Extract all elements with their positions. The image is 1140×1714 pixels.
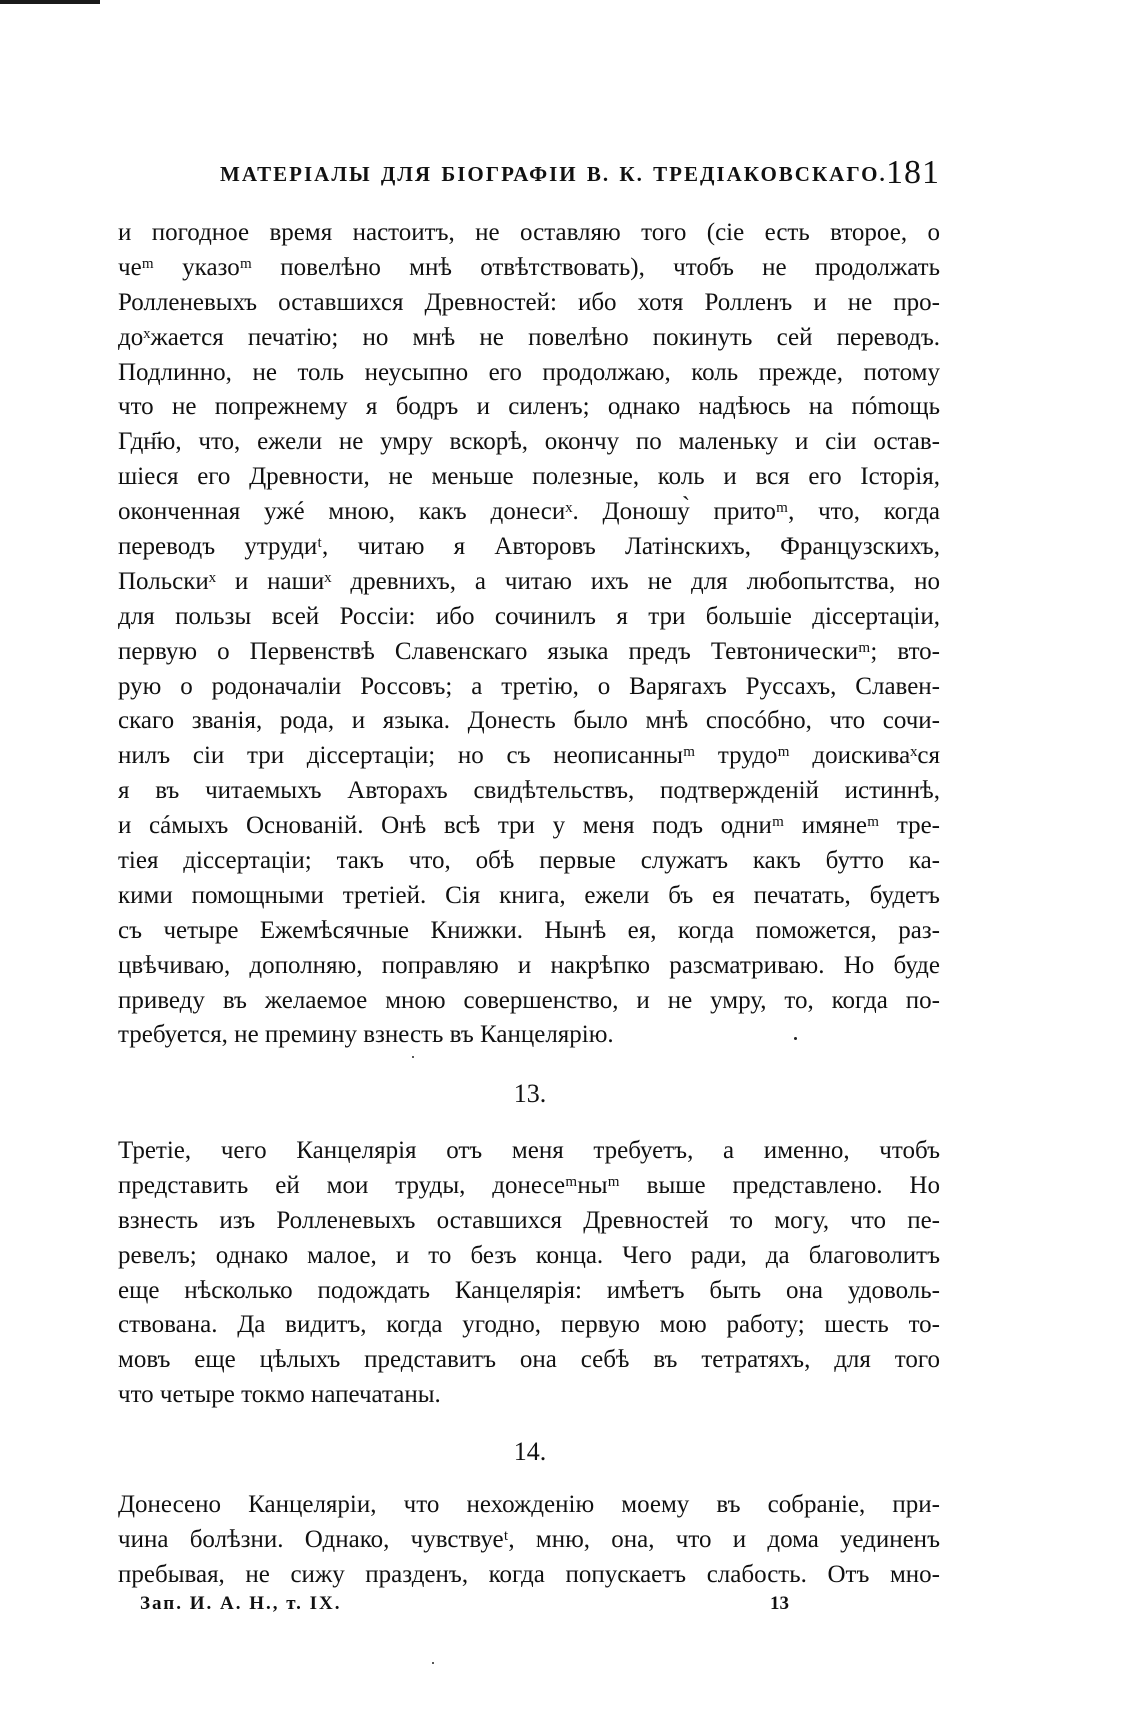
text-line: взнесть изъ Ролленевыхъ оставшихся Древностей то могу, что пе-: [118, 1206, 940, 1234]
text-line: рую о родоначаліи Россовъ; а третію, о Варягахъ Руссахъ, Славен-: [118, 672, 940, 700]
text-line: Подлинно, не толь неусыпно его продолжаю, коль прежде, потому: [118, 358, 940, 386]
text-line: ствована. Да видитъ, когда угодно, первую мою работу; шесть то-: [118, 1311, 940, 1339]
text-line: Донесено Канцеляріи, что нехожденію моему въ собраніе, при-: [118, 1491, 940, 1518]
text-line: что не попрежнему я бодръ и силенъ; однако надѣюсь на пómощь: [118, 393, 940, 421]
text-line: требуется, не премину взнесть въ Канцелярію.: [118, 1021, 614, 1049]
text-line: чина болѣзни. Однако, чувствуеᵗ, мню, она, что и дома уединенъ: [118, 1525, 940, 1553]
text-line: скаго званія, рода, и языка. Донесть было мнѣ спосóбно, что сочи-: [118, 707, 940, 735]
print-speck: [432, 1662, 434, 1664]
text-line: приведу въ желаемое мною совершенство, и не умру, то, когда по-: [118, 986, 940, 1014]
text-line: чеᵐ указоᵐ повелѣно мнѣ отвѣтствовать), чтобъ не продолжать: [118, 253, 940, 281]
print-speck: [794, 1037, 797, 1040]
text-line: что четыре токмо напечатаны.: [118, 1381, 441, 1409]
running-header-title: МАТЕРІАЛЫ ДЛЯ БІОГРАФІИ В. К. ТРЕДІАКОВСКАГО.: [220, 162, 887, 186]
text-line: представить ей мои труды, донесеᵐныᵐ выше представлено. Но: [118, 1171, 940, 1199]
text-line: и погодное время настоитъ, не оставляю того (сіе есть второе, о: [118, 219, 940, 246]
text-line: Третіе, чего Канцелярія отъ меня требуетъ, а именно, чтобъ: [118, 1137, 940, 1164]
text-line: нилъ сіи три діссертаціи; но съ неописанныᵐ трудоᵐ доискиваˣся: [118, 742, 940, 770]
text-line: съ четыре Ежемѣсячные Книжки. Нынѣ ея, когда поможется, раз-: [118, 916, 940, 944]
text-line: пребывая, не сижу празденъ, когда попускаетъ слабость. Отъ мно-: [118, 1560, 940, 1588]
text-line: цвѣчиваю, дополняю, поправляю и накрѣпко разсматриваю. Но буде: [118, 951, 940, 979]
paragraph-continued: [118, 216, 940, 1053]
text-line: тіея діссертаціи; такъ что, обѣ первые служатъ какъ бутто ка-: [118, 847, 940, 875]
text-line: Ролленевыхъ оставшихся Древностей: ибо хотя Ролленъ и не про-: [118, 288, 940, 316]
print-speck: [412, 1056, 414, 1058]
text-line: мовъ еще цѣлыхъ представитъ она себѣ въ тетратяхъ, для того: [118, 1346, 940, 1374]
section-number-14: 14.: [513, 1437, 547, 1466]
text-line: Гдн҃ю, что, ежели не умру вскорѣ, окончу по маленьку и сіи остав-: [118, 428, 940, 456]
text-line: ревелъ; однако малое, и то безъ конца. Чего ради, да благоволитъ: [118, 1241, 940, 1269]
text-line: шіеся его Древности, не меньше полезные, коль и вся его Історія,: [118, 463, 940, 491]
text-line: для пользы всей Россіи: ибо сочинилъ я три большіе діссертаціи,: [118, 602, 940, 630]
running-header: [220, 154, 940, 198]
text-line: первую о Первенствѣ Славенскаго языка предъ Тевтоническиᵐ; вто-: [118, 637, 940, 665]
section-number-13: 13.: [513, 1079, 547, 1108]
footer-signature-mark: 13: [770, 1593, 789, 1614]
text-line: еще нѣсколько подождать Канцелярія: имѣетъ быть она удоволь-: [118, 1276, 940, 1304]
footer-publication: Зап. И. А. Н., т. IX.: [140, 1593, 342, 1614]
text-line: и сáмыхъ Основаній. Онѣ всѣ три у меня подъ одниᵐ имянеᵐ тре-: [118, 812, 940, 840]
section-13-paragraph: [118, 1134, 940, 1413]
page-number: 181: [886, 154, 940, 191]
text-line: оконченная ужé мною, какъ донесиˣ. Доношу̀ притоᵐ, что, когда: [118, 498, 940, 526]
text-line: переводъ утрудиᵗ, читаю я Авторовъ Латінскихъ, Французскихъ,: [118, 533, 940, 561]
text-line: Польскиˣ и нашиˣ древнихъ, а читаю ихъ не для любопытства, но: [118, 567, 940, 595]
text-line: кими помощными третіей. Сія книга, ежели бъ ея печатать, будетъ: [118, 881, 940, 909]
section-14-paragraph: [118, 1488, 940, 1593]
scan-edge-mark: [0, 0, 100, 4]
text-line: я въ читаемыхъ Авторахъ свидѣтельствъ, подтвержденій истиннѣ,: [118, 777, 940, 805]
text-line: доˣжается печатію; но мнѣ не повелѣно покинуть сей переводъ.: [118, 323, 940, 351]
page-footer: [140, 1593, 789, 1623]
